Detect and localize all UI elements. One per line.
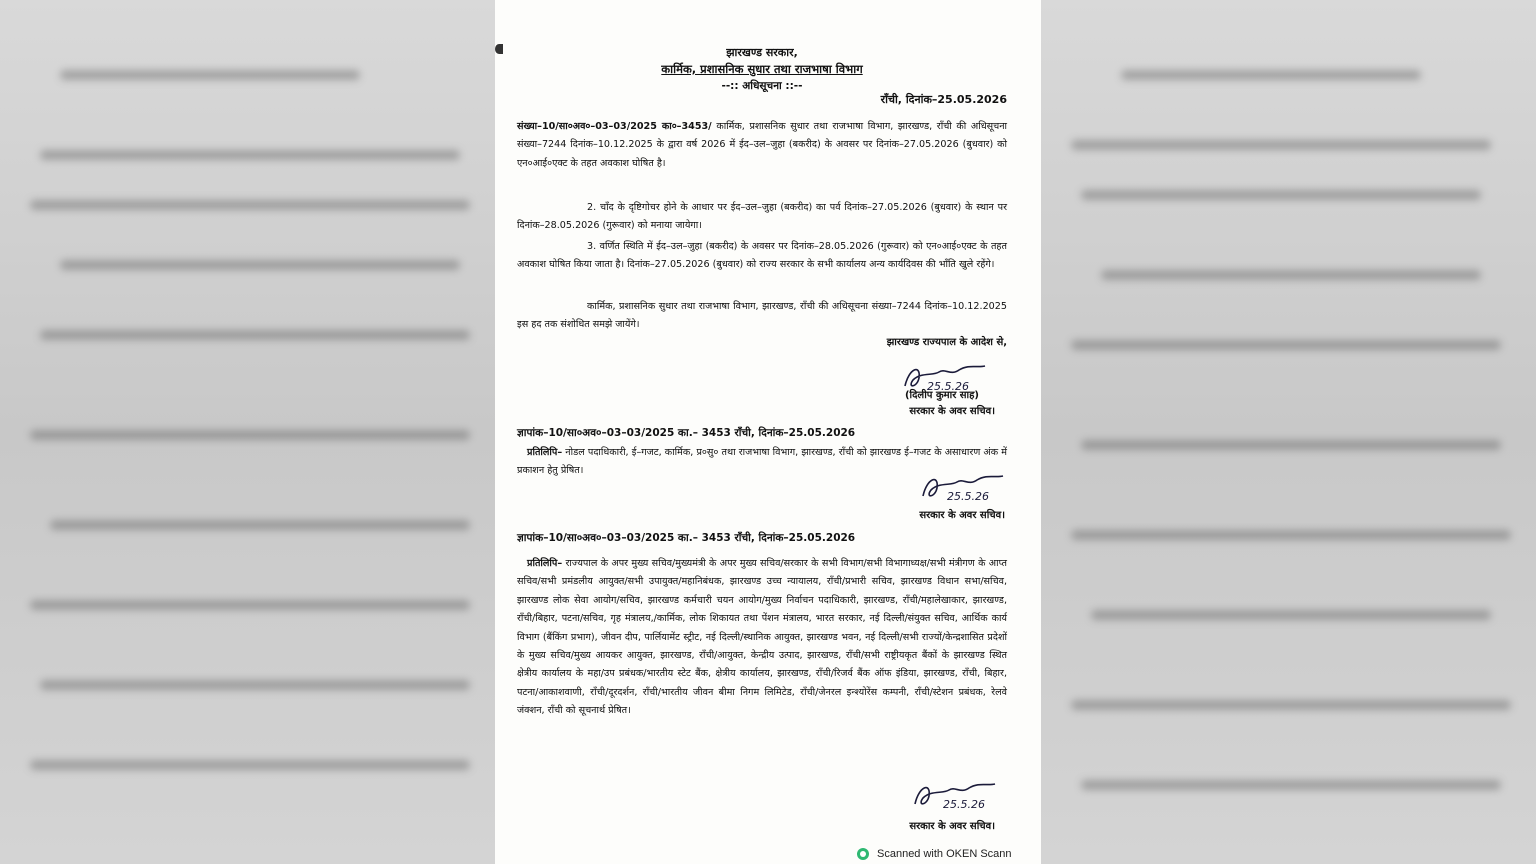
header-department: कार्मिक, प्रशासनिक सुधार तथा राजभाषा विभाग [661,62,863,76]
paragraph-1 [517,118,1007,173]
header-government: झारखण्ड सरकार, [726,46,798,59]
signature-3-date: 25.5.26 [943,798,985,811]
paragraph-3: 3. वर्णित स्थिति में ईद–उल–जुहा (बकरीद) के अवसर पर दिनांक–28.05.2026 (गुरूवार) को एन०आई०एक्ट के तहत अवकाश घोषित किया जाता है। दिनांक–27.05.2026 (बुधवार) को राज्य सरकार के सभी कार्यालय अन्य कार्यदिवस की भाँति खुले रहेंगे। [517,241,1007,271]
signatory-title: सरकार के अवर सचिव। [909,406,995,417]
signatory-name: (दिलीप कुमार साह) [904,390,979,401]
paragraph-4: कार्मिक, प्रशासनिक सुधार तथा राजभाषा विभाग, झारखण्ड, राँची की अधिसूचना संख्या–7244 दिनांक–10.12.2025 इस हद तक संशोधित समझे जायेंगे। [517,301,1007,331]
memo-1-signatory-title: सरकार के अवर सचिव। [919,510,1005,521]
punch-hole-icon [495,44,503,54]
paragraph-2: 2. चाँद के दृष्टिगोचर होने के आधार पर ईद–उल–जुहा (बकरीद) का पर्व दिनांक–27.05.2026 (बुधवार) के स्थान पर दिनांक–28.05.2026 (गुरूवार) को मनाया जायेगा। [517,202,1007,232]
oken-logo-icon [857,848,869,860]
memo-2-copy-text: राज्यपाल के अपर मुख्य सचिव/मुख्यमंत्री के अपर मुख्य सचिव/सरकार के सभी विभाग/सभी विभागाध्यक्ष/सभी मंत्रीगण के आप्त सचिव/सभी प्रमंडलीय आयुक्त/सभी उपायुक्त/महानिबंधक, झारखण्ड उच्च न्यायालय, राँची/प्रभारी सचिव, झारखण्ड विधान सभा/सचिव, झारखण्ड लोक सेवा आयोग/सचिव, झारखण्ड कर्मचारी चयन आयोग/मुख्य निर्वाचन पदाधिकारी, झारखण्ड, राँची/महालेखाकार, झारखण्ड, राँची/बिहार, पटना/सचिव, गृह मंत्रालय,/कार्मिक, लोक शिकायत तथा पेंशन मंत्रालय, भारत सरकार, नई दिल्ली/संयुक्त सचिव, आर्थिक कार्य विभाग (बैंकिंग प्रभाग), जीवन दीप, पार्लियामेंट स्ट्रीट, नई दिल्ली/स्थानिक आयुक्त, झारखण्ड भवन, नई दिल्ली/सभी राज्यों/केन्द्रशासित प्रदेशों के मुख्य सचिव/मुख्य आयकर आयुक्त, झारखण्ड, राँची/आयुक्त, केन्द्रीय उत्पाद, झारखण्ड, राँची/सभी राष्ट्रीयकृत बैंकों के झारखण्ड स्थित क्षेत्रीय कार्यालय के महा/उप प्रबंधक/भारतीय स्टेट बैंक, क्षेत्रीय कार्यालय, झारखण्ड, राँची/रिजर्व बैंक ऑफ इंडिया, झारखण्ड, राँची, बिहार, पटना/आकाशवाणी, राँची/दूरदर्शन, राँची/भारतीय जीवन बीमा निगम लिमिटेड, राँची/जेनरल इन्श्योरेंस कम्पनी, राँची/स्टेशन प्रबंधक, रेलवे जंक्शन, राँची को सूचनार्थ प्रेषित। [517,558,1007,717]
signature-3 [909,776,999,816]
memo-2-copy [517,555,1007,721]
paragraph-1-text: कार्मिक, प्रशासनिक सुधार तथा राजभाषा विभाग, झारखण्ड, राँची की अधिसूचना संख्या–7244 दिनांक–10.12.2025 के द्वारा वर्ष 2026 में ईद–उल–जुहा (बकरीद) के अवसर पर दिनांक–27.05.2026 (बुधवार) को एन०आई०एक्ट के तहत अवकाश घोषित है। [517,121,1008,169]
memo-2-copy-label: प्रतिलिपि– [527,558,563,569]
header-notification-title: --:: अधिसूचना ::-- [721,80,803,92]
scanner-watermark [857,848,1012,860]
memo-1-reference: ज्ञापांक–10/सा०अव०–03–03/2025 का.– 3453 राँची, दिनांक–25.05.2026 [517,427,856,439]
issue-date: राँची, दिनांक–25.05.2026 [880,93,1007,106]
blurred-background-right [1041,0,1536,864]
memo-1-copy-label: प्रतिलिपि– [527,447,563,458]
governor-order-line: झारखण्ड राज्यपाल के आदेश से, [886,337,1007,348]
blurred-background-left [0,0,495,864]
signature-1-date: 25.5.26 [927,380,969,393]
memo-2-reference: ज्ञापांक–10/सा०अव०–03–03/2025 का.– 3453 राँची, दिनांक–25.05.2026 [517,532,856,544]
signature-2-date: 25.5.26 [947,490,989,503]
reference-number: संख्या–10/सा०अव०–03–03/2025 का०–3453/ [517,121,712,132]
memo-1-copy-text: नोडल पदाधिकारी, ई–गजट, कार्मिक, प्र०सु० तथा राजभाषा विभाग, झारखण्ड, राँची को झारखण्ड ई–गजट के असाधारण अंक में प्रकाशन हेतु प्रेषित। [517,447,1007,477]
document-page [495,0,1041,864]
signature-2 [917,468,1007,508]
scanner-watermark-text: Scanned with OKEN Scann [877,848,1012,860]
memo-2-signatory-title: सरकार के अवर सचिव। [909,821,995,832]
